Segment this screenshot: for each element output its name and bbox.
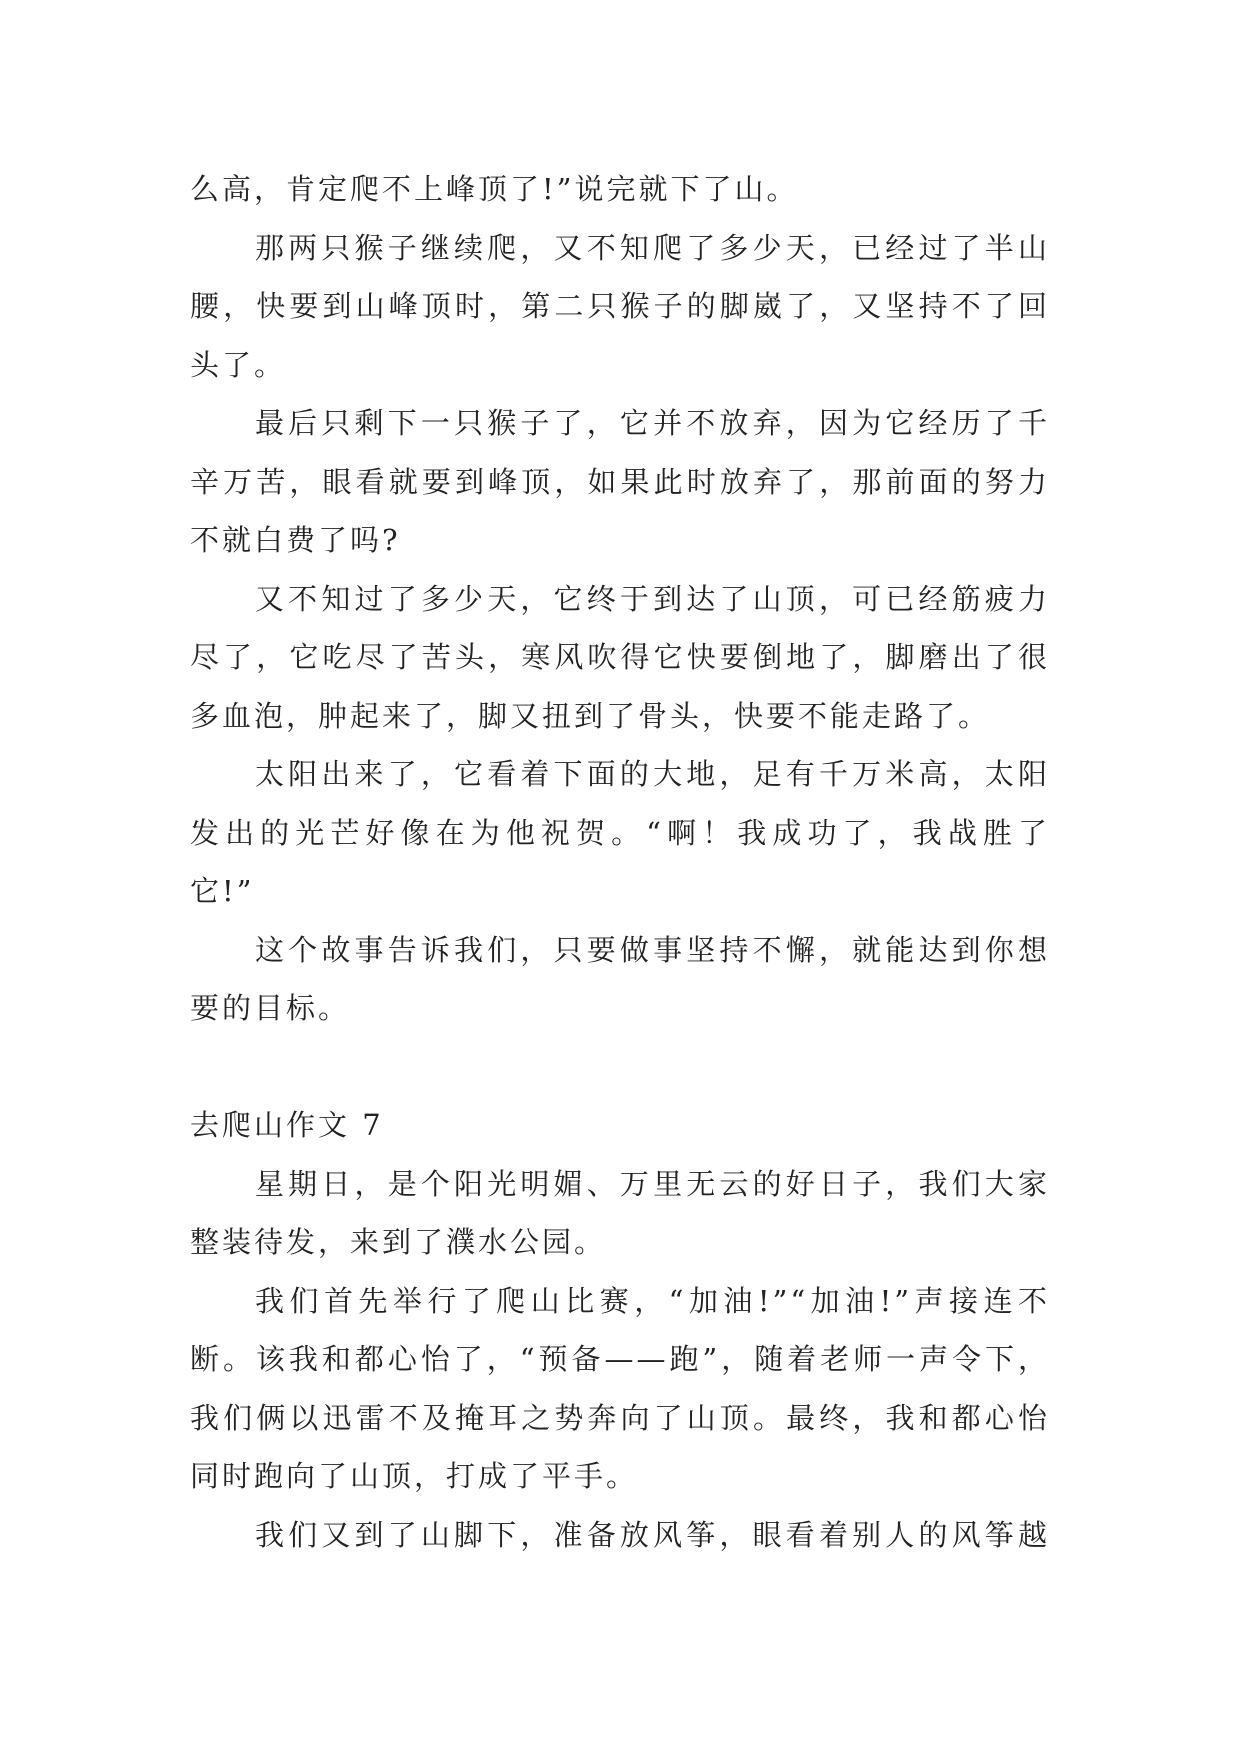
text-line: 整装待发，来到了濮水公园。	[190, 1225, 607, 1259]
text-line: 那两只猴子继续爬，又不知爬了多少天，已经过了半山	[255, 230, 1050, 265]
text-line: 断。该我和都心怡了，“预备——跑”，随着老师一声令下，	[190, 1342, 1050, 1376]
text-line: 我们俩以迅雷不及掩耳之势奔向了山顶。最终，我和都心怡	[190, 1400, 1050, 1435]
text-line: 又不知过了多少天，它终于到达了山顶，可已经筋疲力	[255, 581, 1050, 616]
paragraph	[190, 1155, 1050, 1272]
text-line: 同时跑向了山顶，打成了平手。	[190, 1459, 639, 1493]
text-line: 这个故事告诉我们，只要做事坚持不懈，就能达到你想	[255, 932, 1050, 967]
text-line: 最后只剩下一只猴子了，它并不放弃，因为它经历了千	[255, 406, 1050, 440]
text-line: 尽了，它吃尽了苦头，寒风吹得它快要倒地了，脚磨出了很	[190, 640, 1050, 674]
text-line: 么高，肯定爬不上峰顶了!”说完就下了山。	[190, 172, 799, 206]
text-line: 不就白费了吗?	[190, 523, 401, 557]
paragraph	[190, 394, 1050, 570]
paragraph	[190, 570, 1050, 746]
paragraph	[190, 1506, 1050, 1565]
text-line: 发出的光芒好像在为他祝贺。“啊！我成功了，我战胜了	[190, 815, 1050, 850]
text-line: 多血泡，肿起来了，脚又扭到了骨头，快要不能走路了。	[190, 698, 991, 733]
heading-text: 去爬山作文 7	[190, 1108, 384, 1142]
section-heading	[190, 1096, 1050, 1155]
paragraph	[190, 219, 1050, 395]
text-line: 腰，快要到山峰顶时，第二只猴子的脚崴了，又坚持不了回	[190, 289, 1050, 323]
text-line: 星期日，是个阳光明媚、万里无云的好日子，我们大家	[255, 1166, 1050, 1201]
text-line: 太阳出来了，它看着下面的大地，足有千万米高，太阳	[255, 757, 1050, 791]
text-line: 我们首先举行了爬山比赛，“加油!”“加油!”声接连不	[255, 1283, 1050, 1318]
paragraph	[190, 1272, 1050, 1506]
text-line: 要的目标。	[190, 991, 351, 1025]
text-line: 头了。	[190, 347, 287, 382]
text-line: 辛万苦，眼看就要到峰顶，如果此时放弃了，那前面的努力	[190, 464, 1050, 499]
text-line: 它!”	[190, 874, 255, 908]
paragraph	[190, 745, 1050, 921]
text-line: 我们又到了山脚下，准备放风筝，眼看着别人的风筝越	[255, 1517, 1050, 1552]
paragraph	[190, 921, 1050, 1038]
paragraph	[190, 160, 1050, 219]
document-body	[190, 160, 1050, 1564]
